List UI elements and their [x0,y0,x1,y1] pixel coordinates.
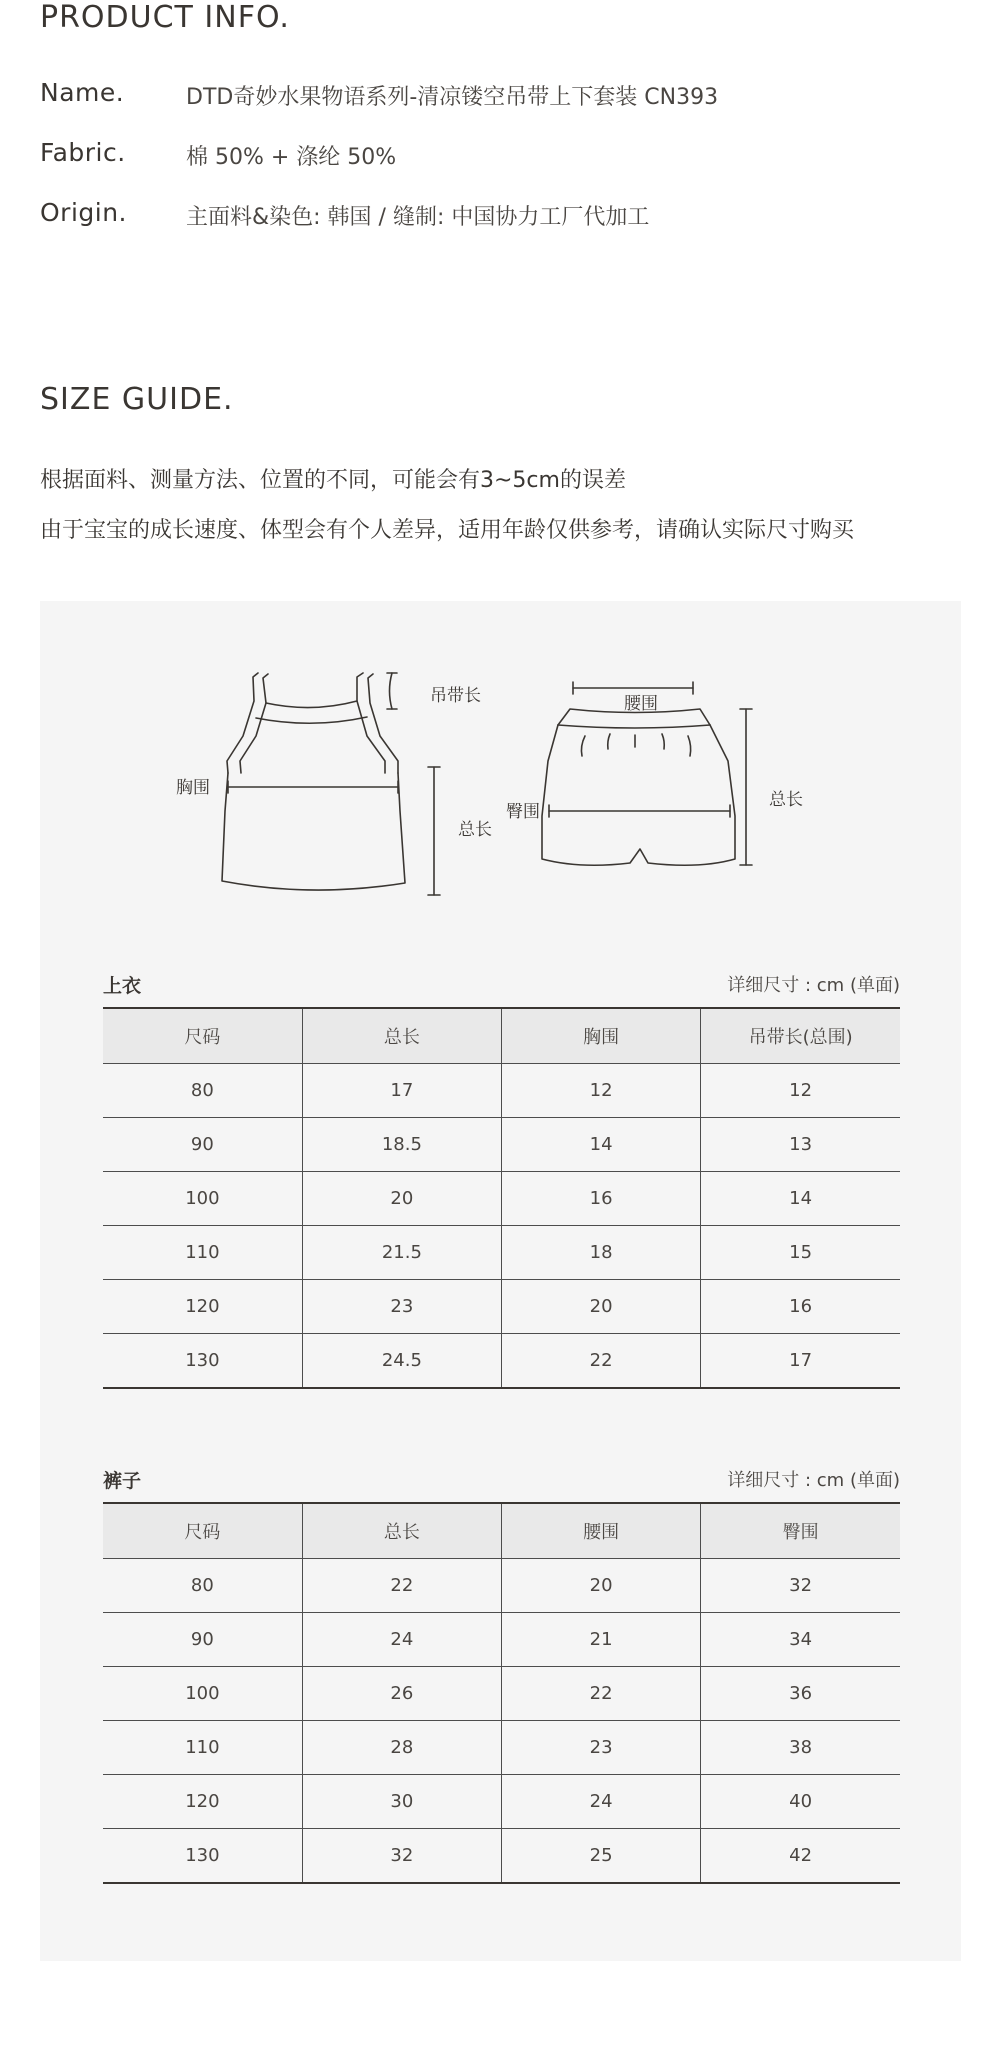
info-label-name: Name. [40,78,125,107]
info-value-name: DTD奇妙水果物语系列-清凉镂空吊带上下套装 CN393 [186,85,719,110]
table-row [103,1334,900,1389]
label-pants-hip: 臀围 [506,802,540,822]
table-cell: 80 [103,1064,302,1118]
table-cell: 34 [701,1613,900,1667]
table-row [103,1829,900,1884]
size-note-2: 由于宝宝的成长速度、体型会有个人差异，适用年龄仅供参考，请确认实际尺寸购买 [40,518,855,543]
table-cell: 80 [103,1559,302,1613]
column-header: 总长 [302,1503,501,1559]
table-cell: 18 [502,1226,701,1280]
table-cell: 22 [502,1667,701,1721]
info-row-origin [40,192,940,232]
size-guide-title: SIZE GUIDE. [40,382,234,417]
table-cell: 14 [502,1118,701,1172]
info-row-fabric [40,132,940,172]
table-cell: 24.5 [302,1334,501,1389]
table-cell: 12 [502,1064,701,1118]
table-cell: 22 [302,1559,501,1613]
table-cell: 23 [502,1721,701,1775]
table-cell: 20 [302,1172,501,1226]
column-header: 胸围 [502,1008,701,1064]
column-header: 尺码 [103,1503,302,1559]
label-top-strap: 吊带长 [430,686,481,706]
table-cell: 14 [701,1172,900,1226]
table-cell: 24 [302,1613,501,1667]
top-table-unit: 详细尺寸 : cm (单面) [727,975,900,996]
table-cell: 120 [103,1280,302,1334]
top-size-table [103,1007,900,1389]
table-cell: 130 [103,1334,302,1389]
table-cell: 130 [103,1829,302,1884]
table-row [103,1172,900,1226]
top-table-caption: 上衣 [103,975,142,997]
info-label-fabric: Fabric. [40,138,126,167]
table-cell: 20 [502,1559,701,1613]
table-row [103,1775,900,1829]
table-row [103,1613,900,1667]
column-header: 总长 [302,1008,501,1064]
table-cell: 20 [502,1280,701,1334]
table-cell: 42 [789,1845,813,1866]
table-cell: 16 [701,1280,900,1334]
table-cell: 90 [103,1118,302,1172]
table-cell: 36 [701,1667,900,1721]
table-cell: 21 [502,1613,701,1667]
column-header: 臀围 [701,1503,900,1559]
table-cell: 110 [103,1721,302,1775]
top-garment-diagram [222,673,440,895]
table-row [103,1721,900,1775]
info-value-origin: 主面料&染色: 韩国 / 缝制: 中国协力工厂代加工 [186,205,650,230]
table-cell: 40 [701,1775,900,1829]
table-cell: 18.5 [302,1118,501,1172]
table-header-row [103,1008,900,1064]
table-cell: 100 [103,1172,302,1226]
table-header-row [103,1503,900,1559]
table-cell: 24 [502,1775,701,1829]
table-cell: 17 [789,1350,813,1371]
table-cell: 30 [302,1775,501,1829]
table-cell: 17 [302,1064,501,1118]
table-cell: 32 [701,1559,900,1613]
table-cell: 28 [302,1721,501,1775]
table-row [103,1280,900,1334]
info-row-name [40,72,940,112]
table-cell: 23 [302,1280,501,1334]
table-cell: 21.5 [302,1226,501,1280]
label-top-length: 总长 [458,820,492,840]
table-cell: 15 [701,1226,900,1280]
table-cell: 100 [103,1667,302,1721]
table-row [103,1667,900,1721]
pants-table-unit: 详细尺寸 : cm (单面) [727,1470,900,1491]
table-cell: 13 [701,1118,900,1172]
column-header: 吊带长(总围) [701,1008,900,1064]
table-cell: 38 [701,1721,900,1775]
table-row [103,1118,900,1172]
label-pants-length: 总长 [769,790,803,810]
pants-size-table [103,1502,900,1884]
info-value-fabric: 棉 50% + 涤纶 50% [186,145,397,170]
pants-table-caption: 裤子 [103,1470,142,1492]
info-label-origin: Origin. [40,198,128,227]
table-cell: 12 [701,1064,900,1118]
table-cell: 110 [103,1226,302,1280]
table-row [103,1064,900,1118]
garment-diagrams [40,601,961,921]
table-cell: 25 [502,1829,701,1884]
size-guide-panel [40,601,961,1961]
table-row [103,1559,900,1613]
table-row [103,1226,900,1280]
table-cell: 16 [502,1172,701,1226]
product-info-title: PRODUCT INFO. [40,0,290,35]
size-note-1: 根据面料、测量方法、位置的不同，可能会有3~5cm的误差 [40,468,626,493]
table-cell: 32 [302,1829,501,1884]
label-top-chest: 胸围 [176,778,210,798]
table-cell: 26 [302,1667,501,1721]
table-cell: 90 [103,1613,302,1667]
column-header: 腰围 [502,1503,701,1559]
column-header: 尺码 [103,1008,302,1064]
label-pants-waist: 腰围 [624,694,658,714]
table-cell: 22 [502,1334,701,1389]
table-cell: 120 [103,1775,302,1829]
